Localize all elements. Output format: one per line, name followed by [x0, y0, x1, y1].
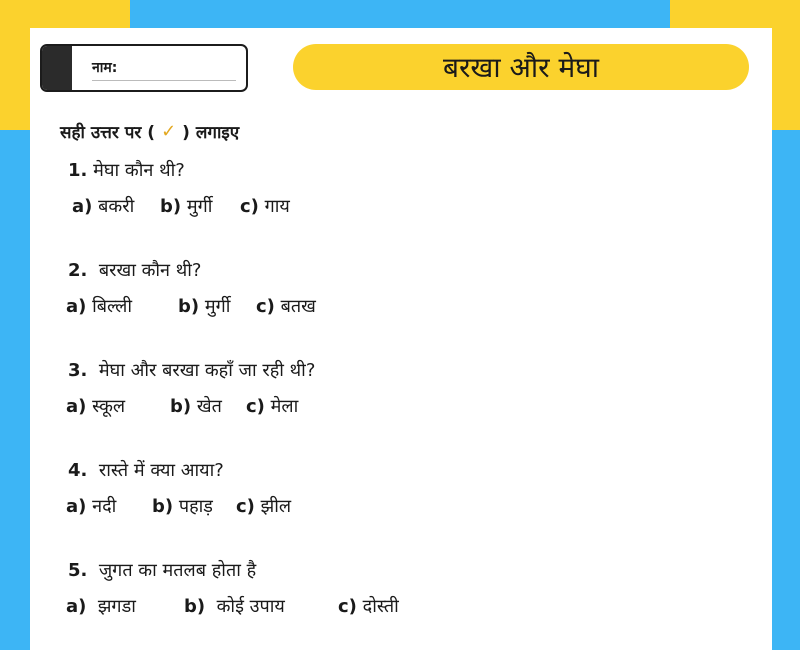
worksheet	[30, 28, 772, 650]
option-b[interactable]: b) कोई उपाय	[184, 596, 285, 617]
question-1	[68, 158, 185, 182]
page-title-text: बरखा और मेघा	[442, 51, 600, 84]
question-number: 2.	[68, 260, 88, 281]
question-number: 1.	[68, 160, 88, 181]
option-a[interactable]: a) नदी	[66, 496, 117, 517]
name-field-stripe	[42, 46, 72, 90]
question-number: 3.	[68, 360, 88, 381]
option-b[interactable]: b) खेत	[170, 396, 222, 417]
option-a[interactable]: a) स्कूल	[66, 396, 126, 417]
name-field[interactable]	[40, 44, 248, 92]
question-text: रास्ते में क्या आया?	[98, 460, 224, 481]
option-b[interactable]: b) पहाड़	[152, 496, 213, 517]
option-b[interactable]: b) मुर्गी	[160, 196, 213, 217]
question-2	[68, 258, 202, 282]
instruction-after: ) लगाइए	[182, 123, 240, 143]
question-text: मेघा और बरखा कहाँ जा रही थी?	[98, 360, 316, 381]
name-label: नाम:	[92, 60, 118, 76]
question-5	[68, 558, 256, 582]
question-text: जुगत का मतलब होता है	[98, 560, 257, 581]
question-number: 5.	[68, 560, 88, 581]
page-title	[293, 44, 749, 90]
question-4	[68, 458, 224, 482]
question-text: बरखा कौन थी?	[98, 260, 202, 281]
option-a[interactable]: a) बकरी	[72, 196, 135, 217]
question-3	[68, 358, 315, 382]
tick-icon: ✓	[161, 121, 177, 142]
name-write-line	[92, 80, 236, 81]
option-b[interactable]: b) मुर्गी	[178, 296, 231, 317]
option-c[interactable]: c) बतख	[256, 296, 316, 317]
instruction-before: सही उत्तर पर (	[60, 123, 156, 143]
option-c[interactable]: c) दोस्ती	[338, 596, 399, 617]
option-a[interactable]: a) बिल्ली	[66, 296, 133, 317]
option-c[interactable]: c) गाय	[240, 196, 290, 217]
option-a[interactable]: a) झगडा	[66, 596, 136, 617]
question-text: मेघा कौन थी?	[93, 160, 185, 181]
question-number: 4.	[68, 460, 88, 481]
option-c[interactable]: c) मेला	[246, 396, 299, 417]
instruction	[60, 120, 239, 143]
option-c[interactable]: c) झील	[236, 496, 292, 517]
